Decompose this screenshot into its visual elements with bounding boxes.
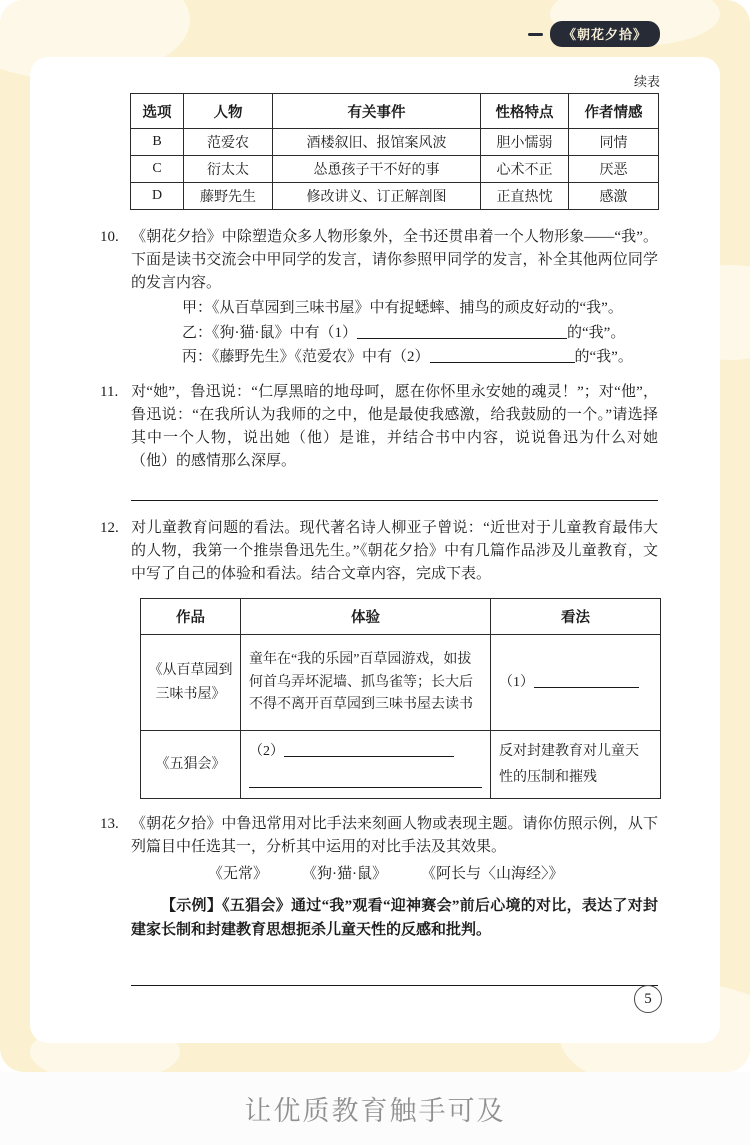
table1-header-feeling: 作者情感 [569, 94, 659, 129]
question-11-text [100, 381, 658, 473]
character-analysis-table [130, 93, 659, 210]
question-number: 13. [100, 815, 119, 832]
cell-view [491, 635, 661, 731]
cell-events: 酒楼叙旧、报馆案风波 [273, 129, 481, 156]
book-title-badge: 《朝花夕拾》 [550, 21, 660, 47]
question-13-text [100, 813, 658, 859]
footer [0, 1072, 750, 1145]
cell-work-title: 《五猖会》 [141, 731, 241, 798]
question-10-text [100, 226, 658, 295]
answer-blank[interactable] [131, 477, 658, 501]
answer-blank[interactable] [131, 962, 658, 986]
table2-header-row [141, 599, 661, 635]
title-option-achang: 《阿长与〈山海经〉》 [421, 866, 564, 882]
question-body: 《朝花夕拾》中鲁迅常用对比手法来刻画人物或表现主题。请你仿照示例，从下列篇目中任选其一，分析其中运用的对比手法及其效果。 [131, 815, 658, 855]
view-blank-label: （1） [499, 675, 534, 691]
question-13 [100, 813, 658, 986]
table-row [141, 731, 661, 798]
table2-header-work: 作品 [141, 599, 241, 635]
table-row [131, 183, 659, 210]
worksheet-card [30, 57, 720, 1043]
cell-view: 反对封建教育对儿童天性的压制和摧残 [491, 731, 661, 798]
question-10 [100, 226, 658, 369]
badge-dash-decoration [528, 33, 543, 36]
cell-traits: 胆小懦弱 [481, 129, 569, 156]
answer-blank[interactable] [357, 324, 567, 339]
question-number: 11. [100, 383, 119, 400]
cell-traits: 心术不正 [481, 156, 569, 183]
student-b-line [182, 322, 658, 345]
table1-header-row [131, 94, 659, 129]
cell-person: 范爱农 [184, 129, 273, 156]
question-number: 12. [100, 520, 119, 537]
answer-blank[interactable] [430, 348, 575, 363]
cell-experience: 童年在“我的乐园”百草园游戏，如拔何首乌弄坏泥墙、抓鸟雀等；长大后不得不离开百草园到三味书屋去读书 [241, 635, 491, 731]
question-12-text [100, 517, 658, 586]
title-option-wuchang: 《无常》 [208, 866, 269, 882]
cell-person: 藤野先生 [184, 183, 273, 210]
cell-feeling: 感激 [569, 183, 659, 210]
cell-feeling: 同情 [569, 129, 659, 156]
table1-header-traits: 性格特点 [481, 94, 569, 129]
question-12 [100, 517, 658, 799]
student-b-prefix: 乙：《狗·猫·鼠》中有（1） [182, 324, 357, 341]
page-number-badge [634, 985, 662, 1013]
header [528, 21, 660, 47]
question-number: 10. [100, 229, 119, 245]
example-label: 【示例】 [161, 897, 223, 914]
continued-table-label: 续表 [633, 74, 660, 89]
example-paragraph [100, 894, 658, 942]
table-row [131, 129, 659, 156]
cell-events: 修改讲义、订正解剖图 [273, 183, 481, 210]
cell-person: 衍太太 [184, 156, 273, 183]
cell-option: B [131, 129, 184, 156]
student-c-prefix: 丙：《藤野先生》《范爱农》中有（2） [182, 349, 430, 366]
question-body: 对“她”，鲁迅说：“仁厚黑暗的地母呵，愿在你怀里永安她的魂灵！”；对“他”，鲁迅说：“在我所认为我师的之中，他是最使我感激，给我鼓励的一个。”请选择其中一个人物，说出她（他）是谁，并结合书中内容，说说鲁迅为什么对她（他）的感情那么深厚。 [131, 383, 658, 470]
education-view-table [140, 598, 661, 798]
title-option-goumaoshu: 《狗·猫·鼠》 [302, 866, 388, 882]
table1-header-option: 选项 [131, 94, 184, 129]
table2-header-experience: 体验 [241, 599, 491, 635]
table-row [131, 156, 659, 183]
cell-events: 怂恿孩子干不好的事 [273, 156, 481, 183]
cell-experience [241, 731, 491, 798]
student-a-line: 甲：《从百草园到三味书屋》中有捉蟋蟀、捕鸟的顽皮好动的“我”。 [182, 300, 623, 317]
question-11 [100, 381, 658, 501]
question-body: 《朝花夕拾》中除塑造众多人物形象外，全书还贯串着一个人物形象——“我”。下面是读书交流会中甲同学的发言，请你参照甲同学的发言，补全其他两位同学的发言内容。 [131, 229, 658, 292]
answer-blank[interactable] [284, 742, 454, 757]
table1-header-events: 有关事件 [273, 94, 481, 129]
page-number: 5 [644, 990, 652, 1007]
table2-header-view: 看法 [491, 599, 661, 635]
example-text: 《五猖会》通过“我”观看“迎神赛会”前后心境的对比，表达了对封建家长制和封建教育思想扼杀儿童天性的反感和批判。 [131, 897, 658, 938]
cell-option: D [131, 183, 184, 210]
experience-blank-label: （2） [249, 744, 284, 760]
title-options [208, 863, 658, 886]
student-b-suffix: 的“我”。 [567, 324, 626, 341]
question-body: 对儿童教育问题的看法。现代著名诗人柳亚子曾说：“近世对于儿童教育最伟大的人物，我第一个推崇鲁迅先生。”《朝花夕拾》中有几篇作品涉及儿童教育，文中写了自己的体验和看法。结合文章内容，完成下表。 [131, 520, 658, 583]
table1-header-person: 人物 [184, 94, 273, 129]
cell-traits: 正直热忱 [481, 183, 569, 210]
footer-slogan: 让优质教育触手可及 [244, 1096, 506, 1126]
answer-blank[interactable] [249, 764, 482, 788]
cell-option: C [131, 156, 184, 183]
answer-blank[interactable] [534, 673, 639, 688]
cell-feeling: 厌恶 [569, 156, 659, 183]
student-c-suffix: 的“我”。 [574, 349, 633, 366]
experience-blank-row [249, 741, 482, 763]
cell-work-title: 《从百草园到三味书屋》 [141, 635, 241, 731]
table-row [141, 635, 661, 731]
student-c-line [182, 346, 658, 369]
